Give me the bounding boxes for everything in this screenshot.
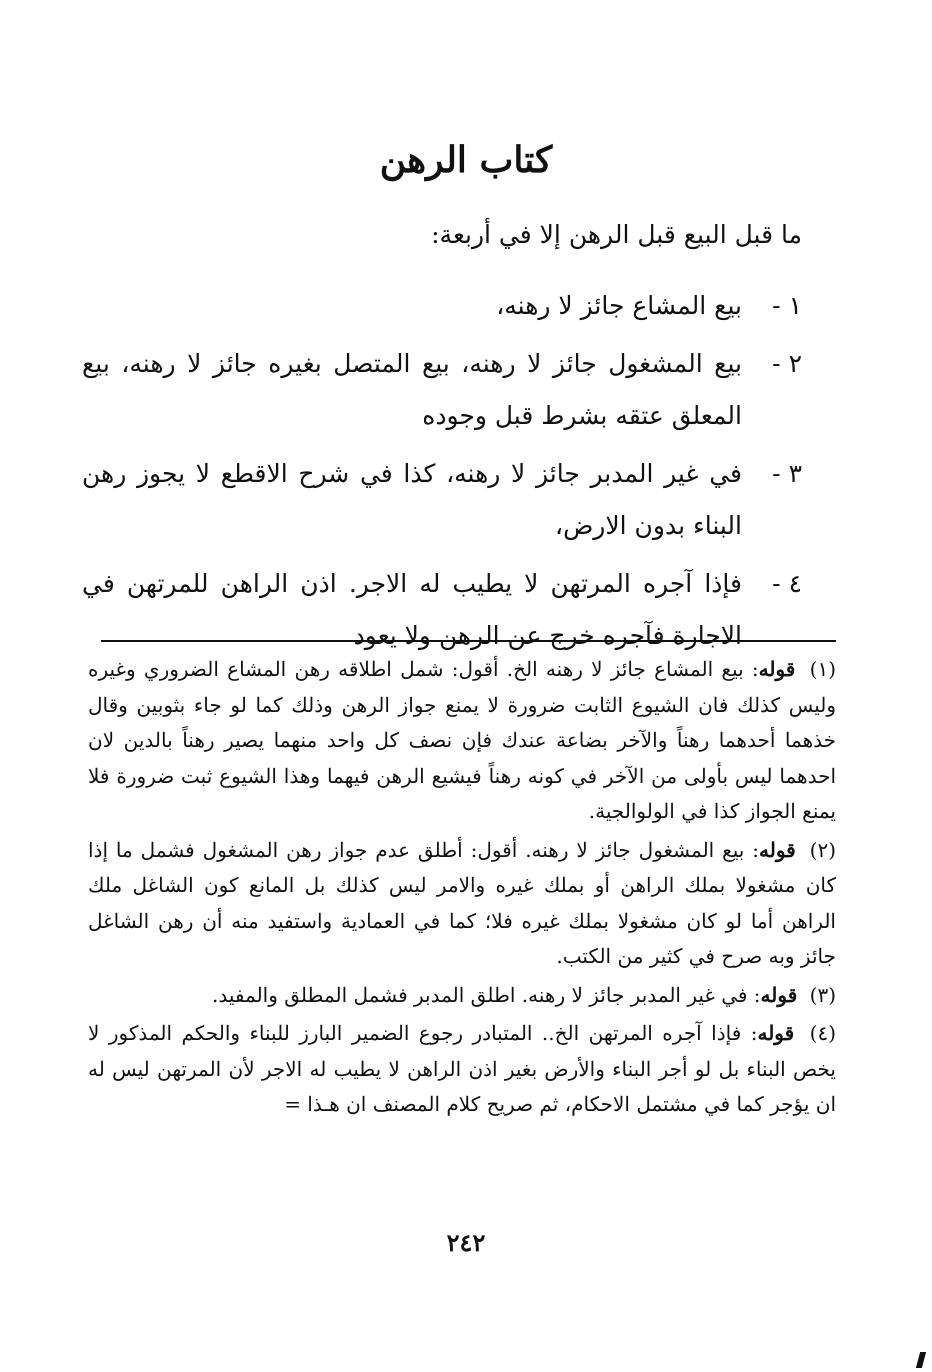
footnote-lead: قوله <box>758 657 796 681</box>
list-item <box>82 280 802 332</box>
footnote-label: (٣) <box>809 982 836 1007</box>
footnote-lead: قوله <box>759 837 796 862</box>
list-item <box>82 448 802 552</box>
footnote-text: : بيع المشغول جائز لا رهنه. أقول: أطلق عدم جواز رهن المشغول فشمل ما إذا كان مشغولا بملك الراهن أو بملك غيره والامر ليس كذلك بل المانع كون الشاغل ملك الراهن أما لو كان مشغولا بملك غيره فلا؛ كما في العمادية واستفيد منه أن رهن الشاغل جائز وبه صرح في كثير من الكتب. <box>88 837 836 968</box>
item-number: ١ - <box>772 291 802 320</box>
footnote <box>88 978 836 1014</box>
intro-text: ما قبل البيع قبل الرهن إلا في أربعة: <box>431 220 802 249</box>
main-list <box>82 280 802 668</box>
footnote-lead: قوله <box>757 1021 795 1045</box>
item-text: في غير المدبر جائز لا رهنه، كذا في شرح الاقطع لا يجوز رهن البناء بدون الارض، <box>82 459 742 540</box>
footnote-lead: قوله <box>760 982 798 1007</box>
page-title: كتاب الرهن <box>379 139 553 181</box>
item-text: بيع المشاع جائز لا رهنه، <box>496 291 742 320</box>
footnote <box>88 1016 836 1123</box>
item-number: ٣ - <box>772 459 802 488</box>
scan-edge-mark <box>916 1352 926 1368</box>
footnote-text: : في غير المدبر جائز لا رهنه. اطلق المدبر فشمل المطلق والمفيد. <box>212 982 761 1007</box>
item-text: بيع المشغول جائز لا رهنه، بيع المتصل بغيره جائز لا رهنه، بيع المعلق عتقه بشرط قبل وجوده <box>82 349 742 430</box>
footnote <box>88 833 836 975</box>
footnotes <box>88 652 836 1126</box>
page-number: ٢٤٢ <box>446 1228 486 1257</box>
list-item <box>82 338 802 442</box>
footnote-label: (٢) <box>809 837 837 862</box>
list-item <box>82 558 802 662</box>
item-number: ٤ - <box>772 569 802 598</box>
item-number: ٢ - <box>772 349 802 378</box>
footnote-label: (١) <box>809 657 836 681</box>
footnote-divider <box>101 640 836 642</box>
footnote <box>88 652 836 830</box>
item-text: فإذا آجره المرتهن لا يطيب له الاجر. اذن الراهن للمرتهن في الاجارة فآجره خرج عن الرهن ولا يعود <box>82 569 742 650</box>
footnote-label: (٤) <box>809 1021 836 1045</box>
footnote-text: : بيع المشاع جائز لا رهنه الخ. أقول: شمل اطلاقه رهن المشاع الضروري وغيره وليس كذلك فان الشيوع الثابت ضرورة لا يمنع جواز الرهن وذلك كما لو جاء بثوبين وقال خذهما أحدهما رهناً والآخر بضاعة عندك فإن نصف كل واحد منهما يصير رهناً بالدين لان احدهما ليس بأولى من الآخر في كونه رهناً فيشيع الرهن فيهما وهذا الشيوع ثبت ضرورة فلا يمنع الجواز كذا في الولوالجية. <box>88 657 836 823</box>
footnote-text: : فإذا آجره المرتهن الخ.. المتبادر رجوع الضمير البارز للبناء والحكم المذكور لا يخص البناء بل لو أجر البناء والأرض بغير اذن الراهن لا يطيب له الاجر لأن المرتهن ليس له ان يؤجر كما في مشتمل الاحكام، ثم صريح كلام المصنف ان هـذا = <box>88 1021 836 1116</box>
